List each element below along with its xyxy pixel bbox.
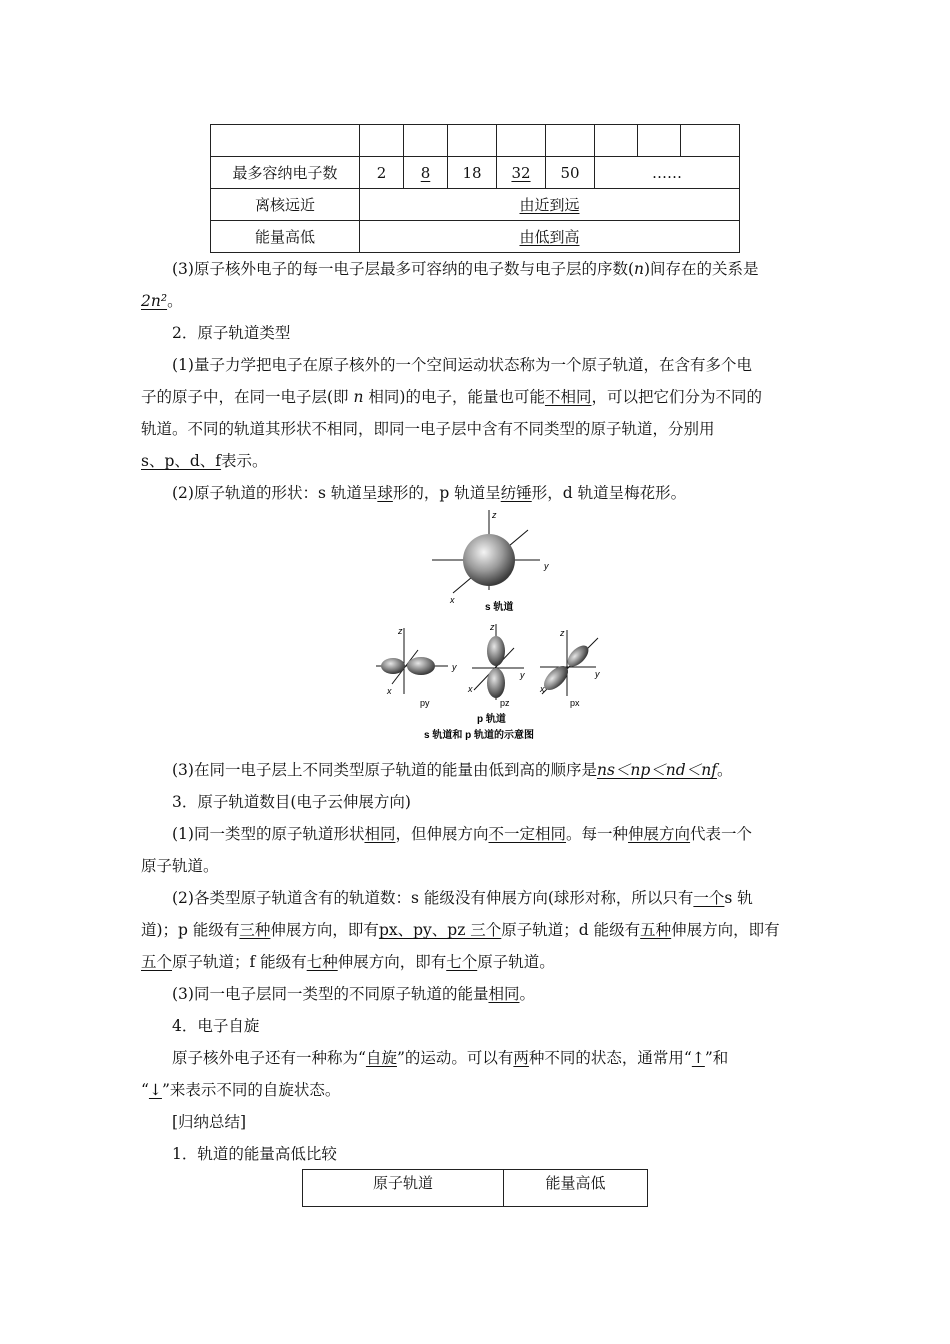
energy-compare-table: [302, 1169, 648, 1207]
paragraph-line: 轨道。不同的轨道其形状不相同，即同一电子层中含有不同类型的原子轨道，分别用: [141, 420, 715, 438]
blank-answer: 相同: [488, 985, 520, 1003]
py-lobe: [407, 657, 435, 675]
paragraph-line: 五个原子轨道；f 能级有七种伸展方向，即有七个原子轨道。: [141, 953, 555, 971]
section-heading: 4．电子自旋: [172, 1017, 260, 1035]
row-label: 能量高低: [211, 221, 360, 253]
blank-answer: 两: [513, 1049, 529, 1067]
row-label: 离核远近: [211, 189, 360, 221]
blank-answer: 纺锤: [500, 484, 532, 502]
svg-text:y: y: [452, 662, 457, 672]
svg-text:z: z: [490, 622, 495, 632]
figure-caption: s 轨道和 p 轨道的示意图: [424, 730, 535, 741]
py-orbital-diagram: [376, 626, 457, 708]
paragraph-line: (1)同一类型的原子轨道形状相同，但伸展方向不一定相同。每一种伸展方向代表一个: [172, 825, 753, 843]
section-heading: 3．原子轨道数目(电子云伸展方向): [172, 793, 411, 811]
blank-answer: 五个: [141, 953, 173, 971]
paragraph-line: “↓”来表示不同的自旋状态。: [141, 1081, 341, 1099]
blank-answer: 相同: [364, 825, 396, 843]
blank-answer: ↑: [691, 1049, 705, 1067]
blank-answer: 自旋: [365, 1049, 397, 1067]
summary-bracket: [归纳总结]: [172, 1113, 247, 1131]
blank-answer: px、py、pz 三个: [378, 921, 502, 939]
blank-answer: s、p、d、f: [141, 452, 222, 470]
pz-lobe: [487, 668, 505, 698]
blank-answer: ns＜np＜nd＜nf: [596, 761, 717, 779]
paragraph-line: (2)各类型原子轨道含有的轨道数：s 能级没有伸展方向(球形对称，所以只有一个s 轨: [172, 889, 753, 907]
s-orbital-sphere: [463, 534, 515, 586]
blank-answer: 伸展方向: [628, 825, 691, 843]
svg-text:y: y: [595, 669, 600, 679]
px-lobe: [564, 642, 592, 670]
table-row-empty: [211, 125, 740, 157]
paragraph-line: 原子核外电子还有一种称为“自旋”的运动。可以有两种不同的状态，通常用“↑”和: [172, 1049, 729, 1067]
p-orbital-label: p 轨道: [477, 714, 506, 725]
paragraph-line: (3)原子核外电子的每一电子层最多可容纳的电子数与电子层的序数(n)间存在的关系是: [172, 260, 759, 278]
px-label: px: [570, 698, 580, 708]
blank-answer: 32: [511, 163, 531, 182]
s-orbital-diagram: [432, 510, 549, 613]
blank-answer: 由低到高: [519, 228, 580, 246]
blank-answer: 五种: [640, 921, 672, 939]
svg-text:z: z: [492, 510, 497, 520]
paragraph-line: (3)同一电子层同一类型的不同原子轨道的能量相同。: [172, 985, 535, 1003]
paragraph-line: (2)原子轨道的形状：s 轨道呈球形的，p 轨道呈纺锤形，d 轨道呈梅花形。: [172, 484, 687, 502]
paragraph-line: s、p、d、f表示。: [141, 452, 268, 470]
section-heading: 1．轨道的能量高低比较: [172, 1145, 337, 1163]
px-orbital-diagram: [539, 628, 600, 708]
svg-text:y: y: [544, 561, 549, 571]
pz-lobe: [487, 636, 505, 666]
blank-answer: 球: [377, 484, 393, 502]
blank-answer: 由近到远: [519, 196, 580, 214]
table-row-distance: [211, 189, 740, 221]
blank-answer: 七个: [446, 953, 478, 971]
blank-answer: 2n²: [141, 292, 168, 310]
paragraph-line: 道)；p 能级有三种伸展方向，即有px、py、pz 三个原子轨道；d 能级有五种伸展方向，即有: [141, 921, 780, 939]
blank-answer: 一个: [693, 889, 725, 907]
paragraph-line: 2n²。: [141, 292, 183, 310]
svg-text:z: z: [398, 626, 403, 636]
s-orbital-label: s 轨道: [485, 602, 514, 613]
blank-answer: 不相同: [544, 388, 592, 406]
paragraph-line: 子的原子中，在同一电子层(即 n 相同)的电子，能量也可能不相同，可以把它们分为不同的: [141, 388, 762, 406]
blank-answer: 三种: [239, 921, 271, 939]
svg-text:x: x: [540, 684, 545, 694]
column-header: 能量高低: [504, 1170, 648, 1207]
blank-answer: 8: [420, 163, 431, 182]
row-label: 最多容纳电子数: [211, 157, 360, 189]
svg-text:x: x: [387, 686, 392, 696]
paragraph-line: (1)量子力学把电子在原子核外的一个空间运动状态称为一个原子轨道，在含有多个电: [172, 356, 752, 374]
blank-answer: 不一定相同: [488, 825, 567, 843]
svg-text:y: y: [520, 670, 525, 680]
paragraph-line: 原子轨道。: [141, 857, 219, 875]
svg-text:x: x: [468, 684, 473, 694]
table-row-header: [303, 1170, 648, 1207]
table-row-max-electrons: 最多容纳电子数 2 8 18 32 50 ……: [211, 157, 740, 189]
py-lobe: [381, 658, 405, 674]
paragraph-line: (3)在同一电子层上不同类型原子轨道的能量由低到高的顺序是ns＜np＜nd＜nf。: [172, 761, 733, 779]
column-header: 原子轨道: [303, 1170, 504, 1207]
electron-shell-table: [210, 124, 740, 253]
blank-answer: ↓: [148, 1081, 162, 1099]
orbital-figure: [370, 505, 610, 745]
svg-text:z: z: [560, 628, 565, 638]
svg-text:x: x: [450, 595, 455, 605]
pz-label: pz: [500, 698, 510, 708]
pz-orbital-diagram: [467, 622, 525, 708]
section-heading: 2．原子轨道类型: [172, 324, 291, 342]
table-row-energy: [211, 221, 740, 253]
blank-answer: 七种: [306, 953, 338, 971]
py-label: py: [420, 698, 430, 708]
